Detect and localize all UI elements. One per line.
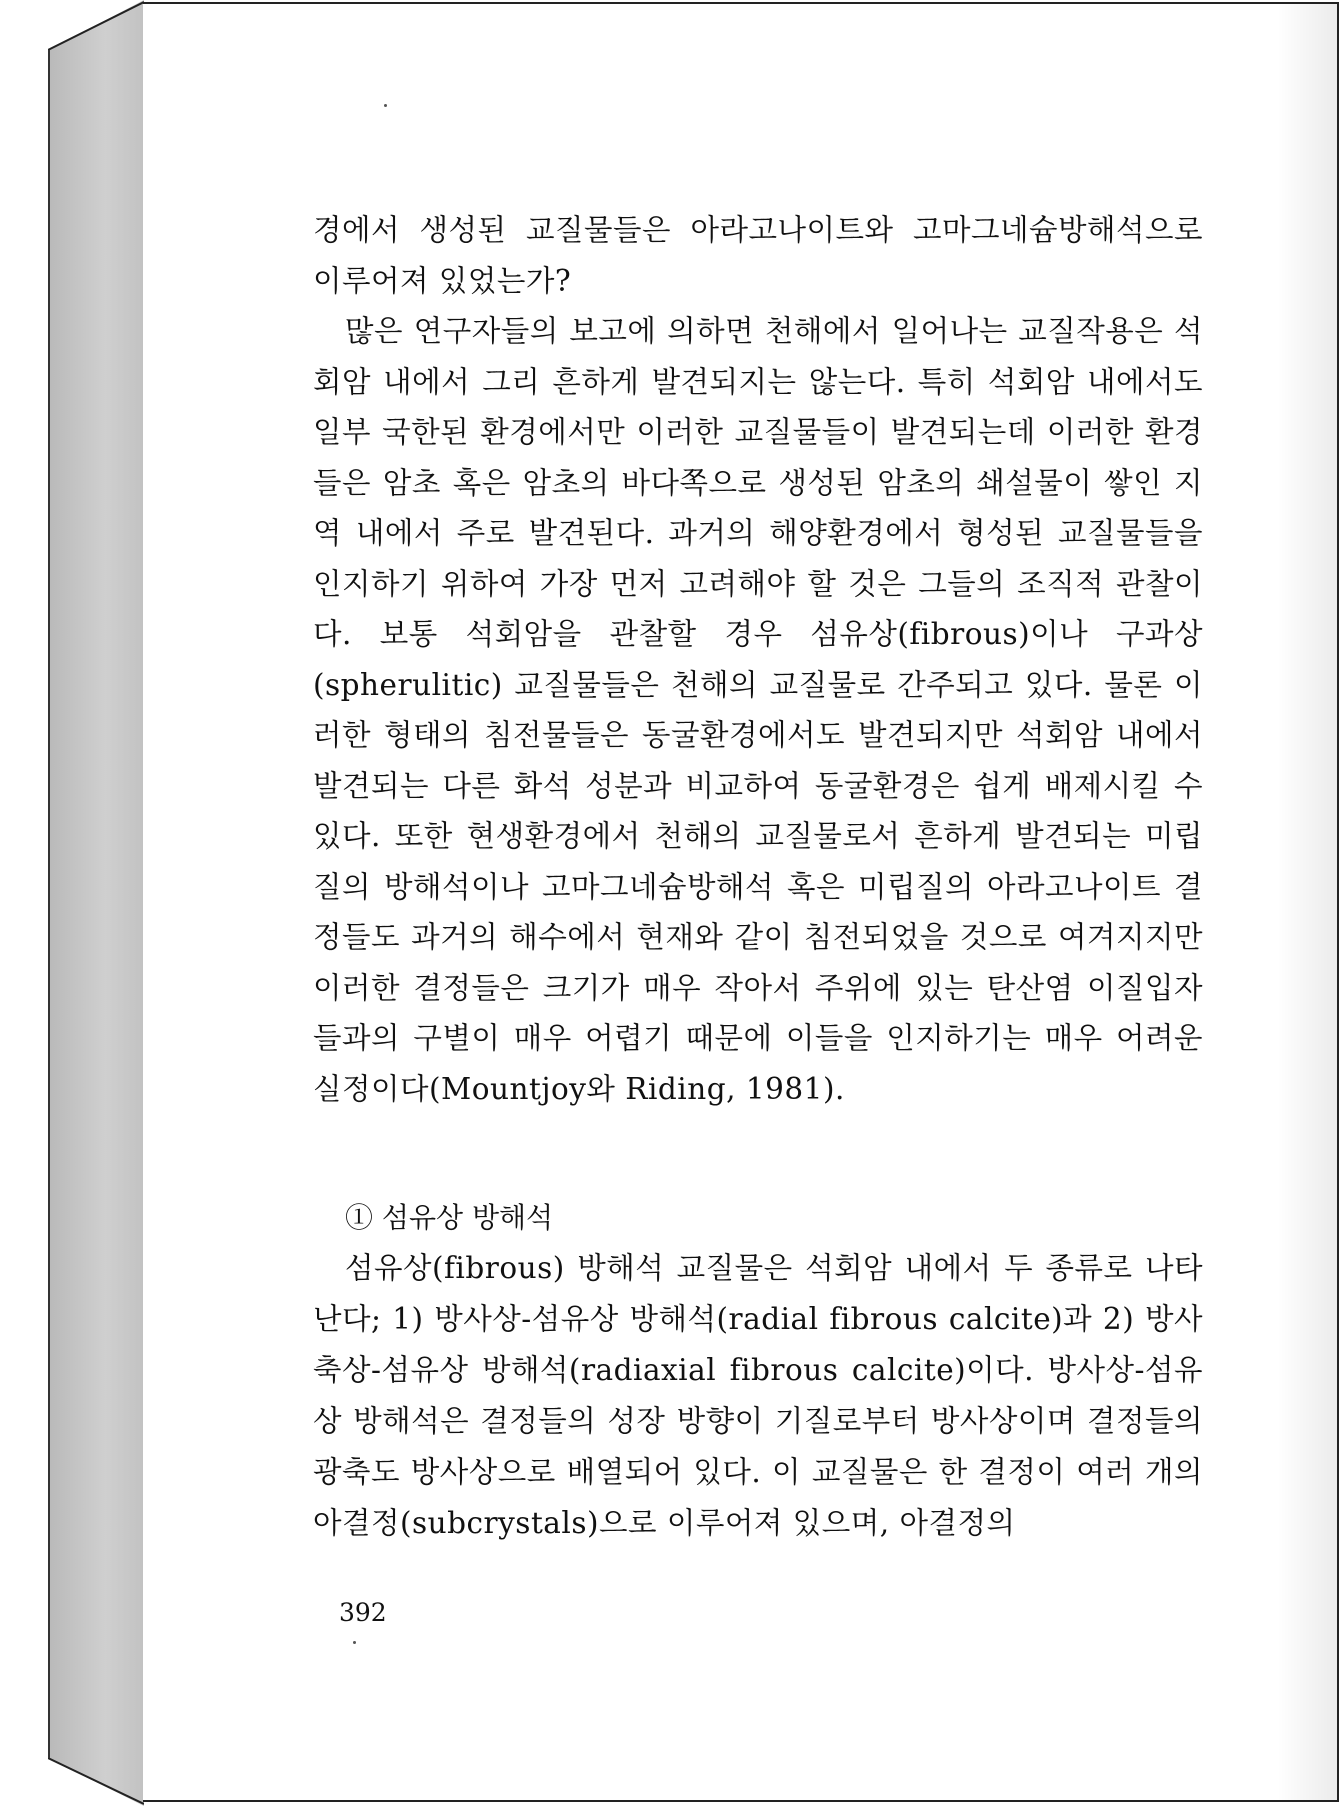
section-heading: ① 섬유상 방해석 [345,1201,554,1234]
body-text-bottom [313,1243,1203,1549]
body-text-top [313,205,1203,1114]
book-spine [48,0,144,1806]
page-number: 392 [339,1598,387,1627]
paragraph-3: 섬유상(fibrous) 방해석 교질물은 석회암 내에서 두 종류로 나타난다; 1) 방사상-섬유상 방해석(radial fibrous calcite)과 2) 방사축상-섬유상 방해석(radiaxial fibrous calcite)이다. 방사상-섬유상 방해석은 결정들의 성장 방향이 기질로부터 방사상이며 결정들의 광축도 방사상으로 배열되어 있다. 이 교질물은 한 결정이 여러 개의 아결정(subcrystals)으로 이루어져 있으며, 아결정의 [313,1251,1203,1540]
paragraph-2: 많은 연구자들의 보고에 의하면 천해에서 일어나는 교질작용은 석회암 내에서 그리 흔하게 발견되지는 않는다. 특히 석회암 내에서도 일부 국한된 환경에서만 이러한 교질물들이 발견되는데 이러한 환경들은 암초 혹은 암초의 바다쪽으로 생성된 암초의 쇄설물이 쌓인 지역 내에서 주로 발견된다. 과거의 해양환경에서 형성된 교질물들을 인지하기 위하여 가장 먼저 고려해야 할 것은 그들의 조직적 관찰이다. 보통 석회암을 관찰할 경우 섬유상(fibrous)이나 구과상(spherulitic) 교질물들은 천해의 교질물로 간주되고 있다. 물론 이러한 형태의 침전물들은 동굴환경에서도 발견되지만 석회암 내에서 발견되는 다른 화석 성분과 비교하여 동굴환경은 쉽게 배제시킬 수 있다. 또한 현생환경에서 천해의 교질물로서 흔하게 발견되는 미립질의 방해석이나 고마그네슘방해석 혹은 미립질의 아라고나이트 결정들도 과거의 해수에서 현재와 같이 침전되었을 것으로 여겨지지만 이러한 결정들은 크기가 매우 작아서 주위에 있는 탄산염 이질입자들과의 구별이 매우 어렵기 때문에 이들을 인지하기는 매우 어려운 실정이다(Mountjoy와 Riding, 1981). [313,314,1203,1106]
speck [353,1641,356,1644]
speck [384,104,387,107]
paragraph-1: 경에서 생성된 교질물들은 아라고나이트와 고마그네슘방해석으로 이루어져 있었는가? [313,213,1203,298]
page-shade [1277,4,1337,1800]
